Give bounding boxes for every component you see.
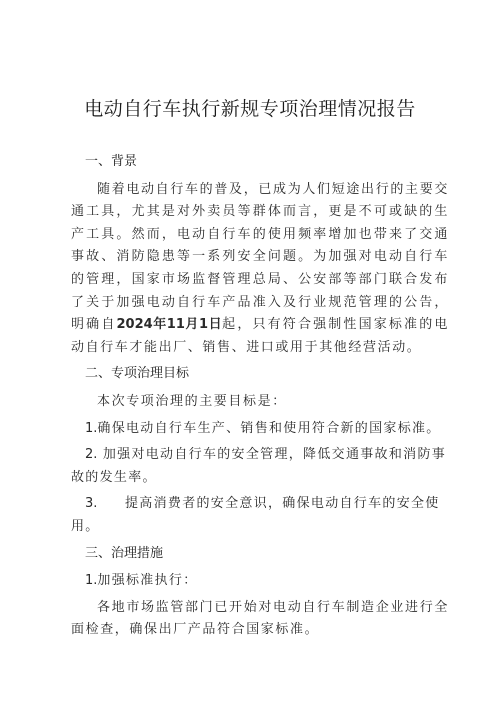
section-heading-goals: 二、专项治理目标 [85, 366, 190, 382]
document-body [71, 151, 449, 646]
background-text-after: 起，只有符合强制性国家标准的电动自行车才能出厂、销售、进口或用于其他经营活动。 [71, 317, 449, 355]
goal-item-1 [71, 418, 449, 441]
goal-item-1-text: 确保电动自行车生产、销售和使用符合新的国家标准。 [97, 420, 441, 436]
goal-item-2 [71, 444, 449, 489]
background-text-before: 随着电动自行车的普及，已成为人们短途出行的主要交通工具，尤其是对外卖员等群体而言，更是不可或缺的生产工具。然而，电动自行车的使用频率增加也带来了交通事故、消防隐患等一系列安全问题。为加强对电动自行车的管理，国家市场监督管理总局、公安部等部门联合发布了关于加强电动自行车产品准入及行业规范管理的公告，明确自 [71, 181, 449, 333]
measure-item-1 [71, 570, 449, 593]
section-heading-background: 一、背景 [85, 154, 138, 169]
goals-intro: 本次专项治理的主要目标是： [97, 393, 287, 409]
section-heading-measures: 三、治理措施 [85, 545, 164, 561]
background-paragraph [71, 179, 449, 360]
measure-item-1-number: 1. [85, 573, 98, 589]
goal-item-2-text: 加强对电动自行车的安全管理，降低交通事故和消防事故的发生率。 [71, 447, 447, 485]
goal-item-2-number: 2. [85, 447, 98, 463]
goal-item-3-text: 提高消费者的安全意识，确保电动自行车的安全使用。 [71, 496, 440, 534]
page-title: 电动自行车执行新规专项治理情况报告 [84, 98, 416, 120]
goal-item-1-number: 1. [85, 420, 98, 436]
goal-item-3-number: 3. [85, 496, 98, 512]
measure-item-1-text: 加强标准执行： [97, 573, 198, 589]
effective-date: 2024年11月1日 [116, 317, 223, 333]
goal-item-3 [71, 493, 449, 538]
measure-paragraph: 各地市场监管部门已开始对电动自行车制造企业进行全面检查，确保出厂产品符合国家标准。 [71, 599, 449, 638]
